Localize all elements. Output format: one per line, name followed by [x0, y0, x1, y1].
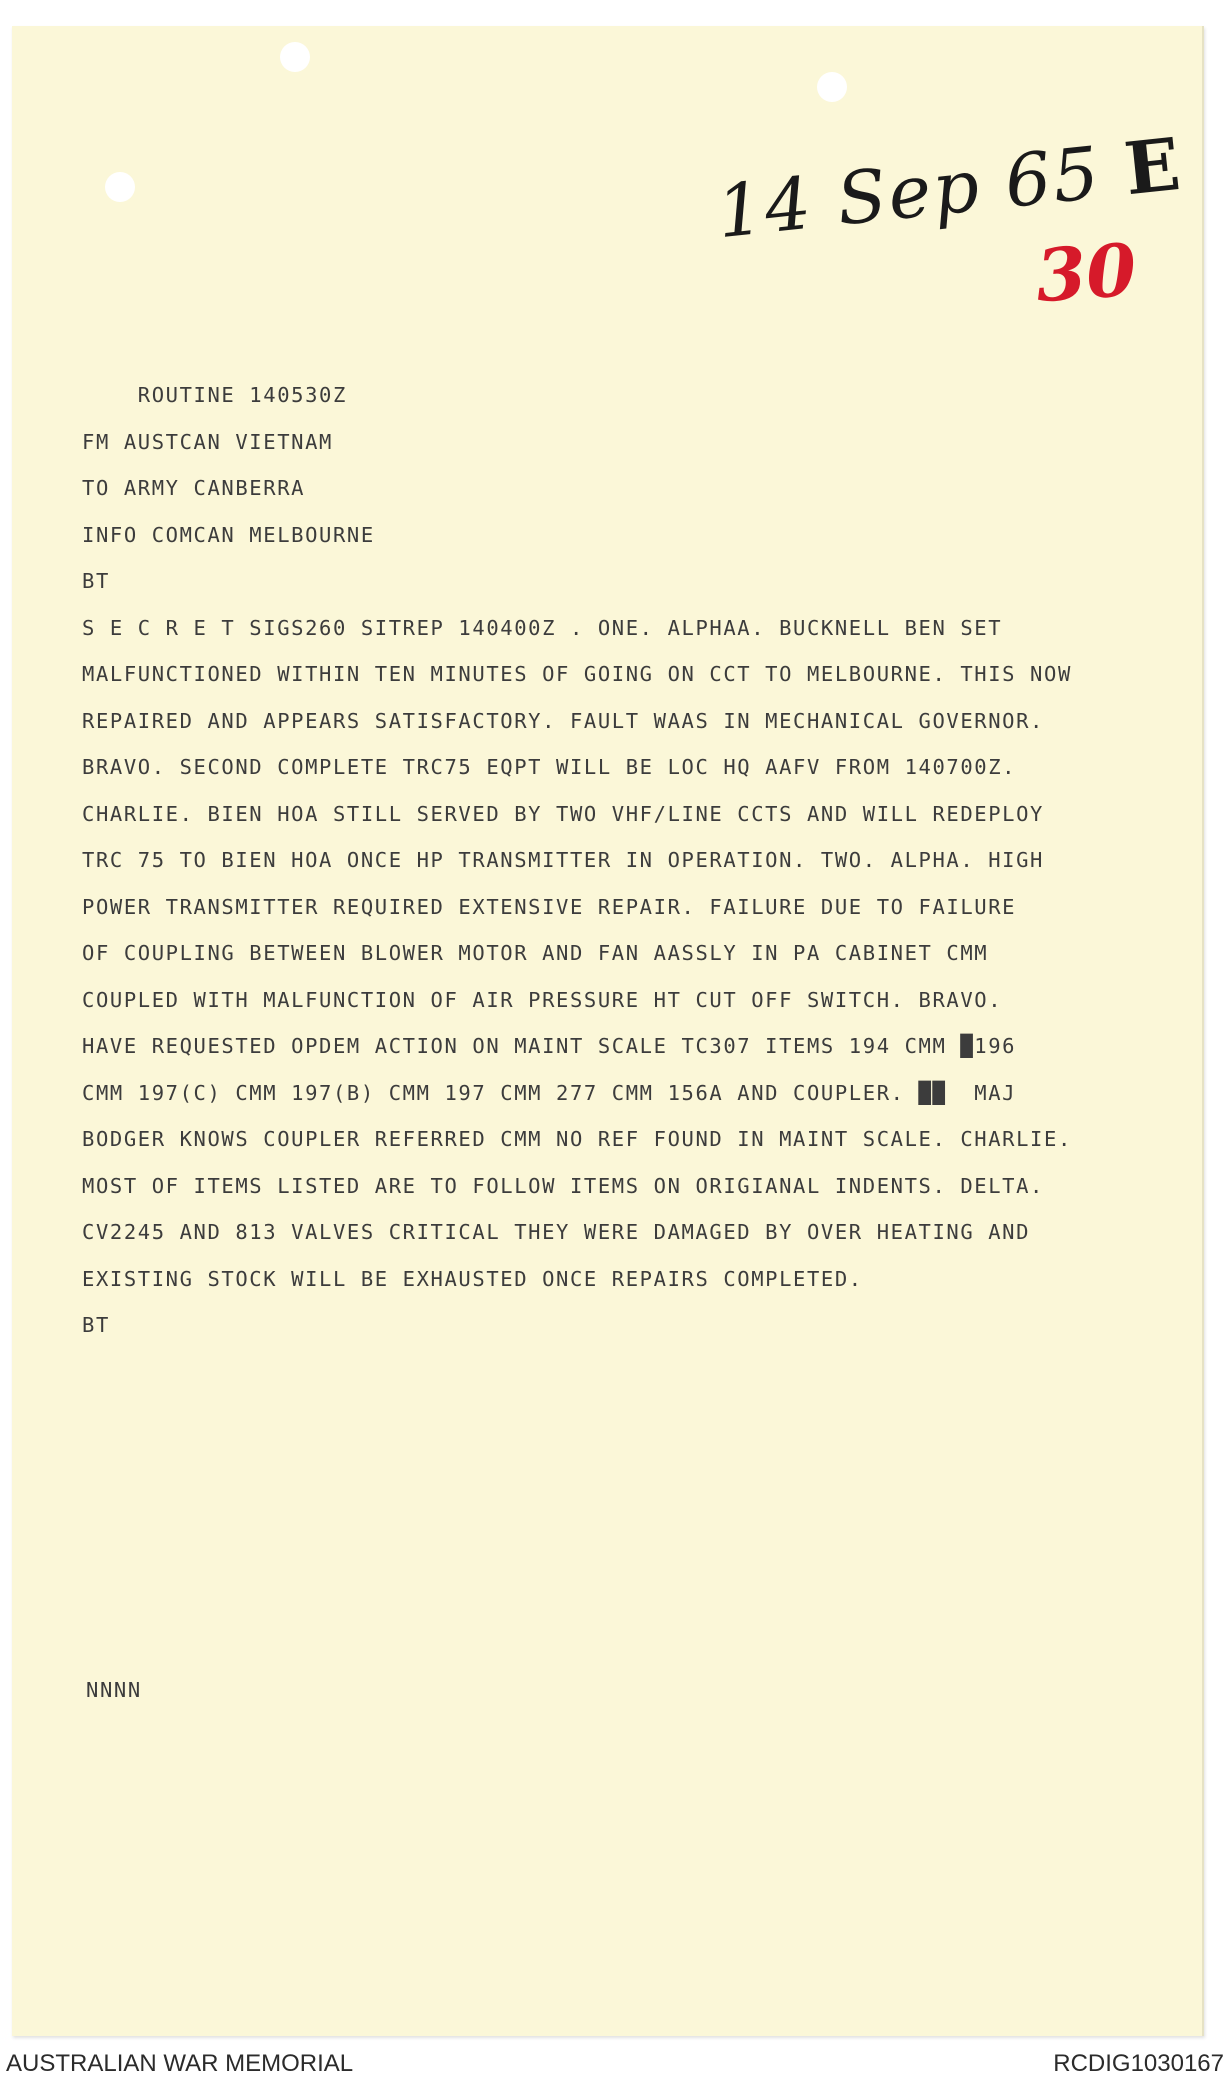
- message-line: COUPLED WITH MALFUNCTION OF AIR PRESSURE HT CUT OFF SWITCH. BRAVO.: [82, 987, 1003, 1012]
- punch-hole: [280, 42, 310, 72]
- message-line: MALFUNCTIONED WITHIN TEN MINUTES OF GOING ON CCT TO MELBOURNE. THIS NOW: [82, 662, 1072, 686]
- message-line: S E C R E T SIGS260 SITREP 140400Z . ONE. ALPHAA. BUCKNELL BEN SET: [82, 615, 1003, 640]
- message-line: BT: [82, 1313, 110, 1337]
- footer-record-id: RCDIG1030167: [1053, 2050, 1224, 2077]
- punch-hole: [105, 172, 135, 202]
- footer-source-label: AUSTRALIAN WAR MEMORIAL: [6, 2050, 354, 2077]
- handwritten-folio-number: 30: [1033, 226, 1140, 319]
- message-line: INFO COMCAN MELBOURNE: [82, 522, 375, 547]
- message-line: TO ARMY CANBERRA: [82, 476, 306, 500]
- message-line: ROUTINE 140530Z: [82, 383, 347, 407]
- end-of-message-marker: NNNN: [86, 1678, 142, 1702]
- message-line: BT: [82, 569, 110, 593]
- message-line: CV2245 AND 813 VALVES CRITICAL THEY WERE DAMAGED BY OVER HEATING AND: [82, 1220, 1031, 1244]
- message-line: BRAVO. SECOND COMPLETE TRC75 EQPT WILL BE LOC HQ AAFV FROM 140700Z.: [82, 755, 1017, 779]
- punch-hole: [817, 72, 847, 102]
- message-line: BODGER KNOWS COUPLER REFERRED CMM NO REF FOUND IN MAINT SCALE. CHARLIE.: [82, 1127, 1072, 1151]
- message-line: MOST OF ITEMS LISTED ARE TO FOLLOW ITEMS ON ORIGIANAL INDENTS. DELTA.: [82, 1173, 1045, 1198]
- message-line: POWER TRANSMITTER REQUIRED EXTENSIVE REPAIR. FAILURE DUE TO FAILURE: [82, 894, 1017, 919]
- message-line: REPAIRED AND APPEARS SATISFACTORY. FAULT WAAS IN MECHANICAL GOVERNOR.: [82, 708, 1045, 733]
- message-line: TRC 75 TO BIEN HOA ONCE HP TRANSMITTER IN OPERATION. TWO. ALPHA. HIGH: [82, 848, 1045, 872]
- message-line: CMM 197(C) CMM 197(B) CMM 197 CMM 277 CMM 156A AND COUPLER. ██ MAJ: [82, 1080, 1017, 1105]
- message-line: OF COUPLING BETWEEN BLOWER MOTOR AND FAN AASSLY IN PA CABINET CMM: [82, 941, 989, 965]
- message-line: HAVE REQUESTED OPDEM ACTION ON MAINT SCALE TC307 ITEMS 194 CMM █196: [82, 1034, 1017, 1058]
- handwritten-date: 14 Sep 65 E: [712, 120, 1186, 255]
- telegram-message-body: [82, 372, 1072, 1349]
- message-line: EXISTING STOCK WILL BE EXHAUSTED ONCE REPAIRS COMPLETED.: [82, 1266, 863, 1291]
- message-line: CHARLIE. BIEN HOA STILL SERVED BY TWO VHF/LINE CCTS AND WILL REDEPLOY: [82, 801, 1045, 826]
- message-line: FM AUSTCAN VIETNAM: [82, 429, 333, 454]
